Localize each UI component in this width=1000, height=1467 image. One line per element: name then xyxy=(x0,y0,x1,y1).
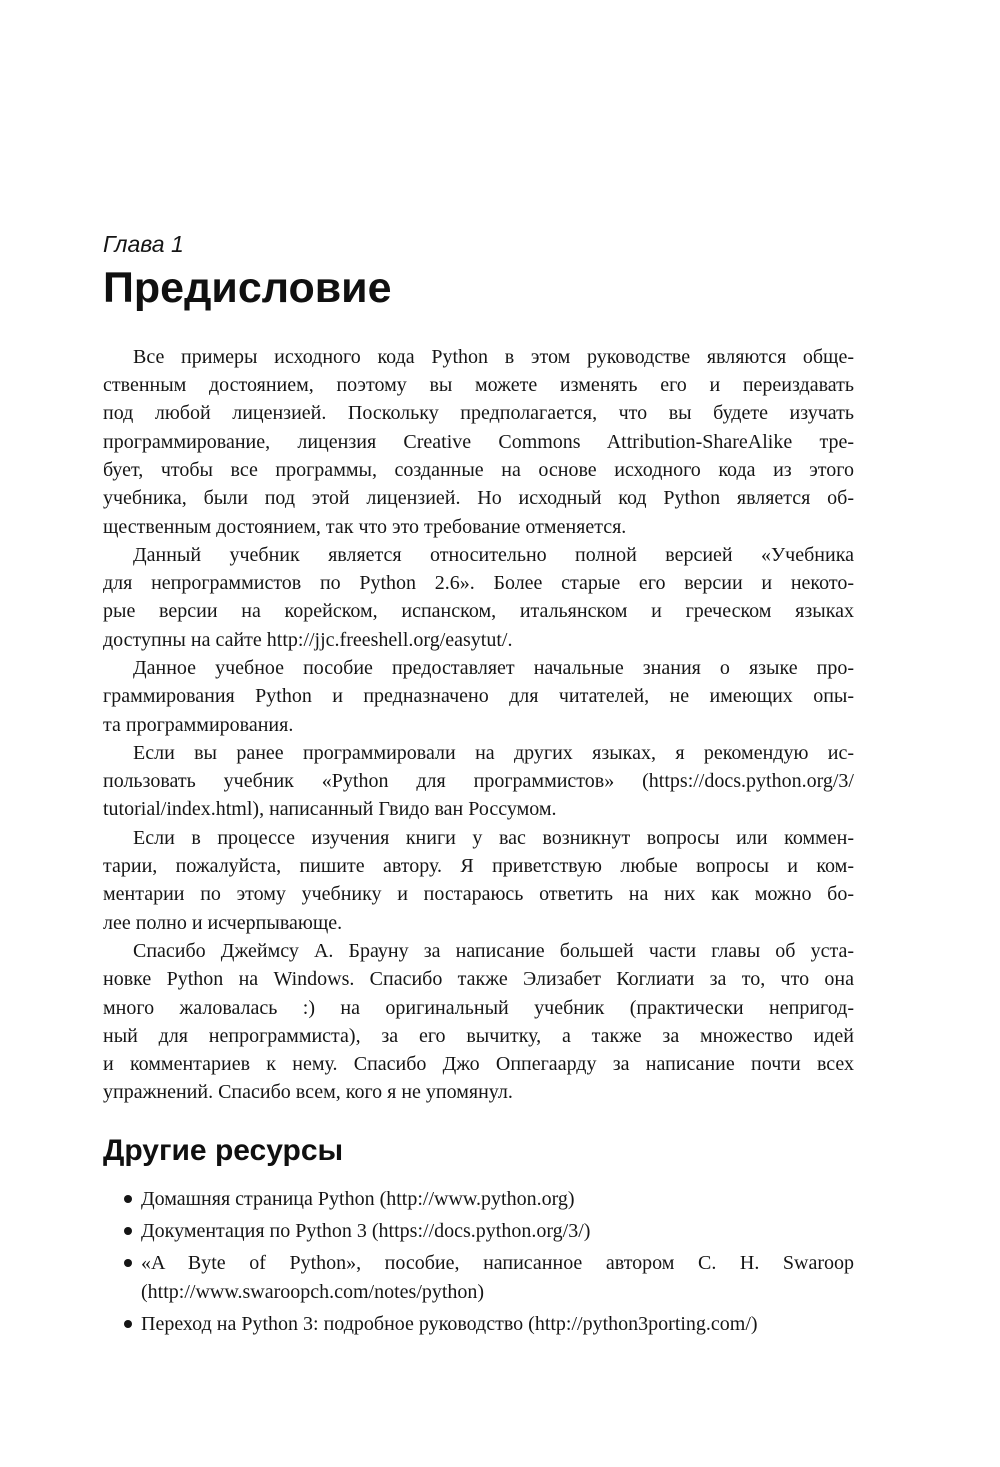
list-item xyxy=(141,1249,854,1306)
text-line: программирование, лицензия Creative Commons Attribution-ShareAlike тре- xyxy=(103,430,854,453)
text-line: бует, чтобы все программы, созданные на основе исходного кода из этого xyxy=(103,458,854,481)
bullet-icon xyxy=(124,1195,132,1203)
paragraph xyxy=(103,343,854,541)
paragraph xyxy=(103,541,854,654)
text-line: много жаловалась :) на оригинальный учебник (практически непригод- xyxy=(103,996,854,1019)
text-line: (http://www.swaroopch.com/notes/python) xyxy=(141,1280,485,1303)
list-item xyxy=(141,1185,854,1213)
text-line: ный для непрограммиста), за его вычитку, а также за множество идей xyxy=(103,1024,854,1047)
list-item xyxy=(141,1217,854,1245)
text-line: та программирования. xyxy=(103,713,294,736)
text-line: Все примеры исходного кода Python в этом руководстве являются обще- xyxy=(133,345,854,368)
paragraph xyxy=(103,654,854,739)
text-line: и комментариев к нему. Спасибо Джо Оппегаарду за написание почти всех xyxy=(103,1053,854,1076)
text-line: упражнений. Спасибо всем, кого я не упомянул. xyxy=(103,1081,513,1104)
text-line: «A Byte of Python», пособие, написанное автором C. H. Swaroop xyxy=(141,1252,854,1275)
bullet-icon xyxy=(124,1320,132,1328)
text-line: под любой лицензией. Поскольку предполагается, что вы будете изучать xyxy=(103,402,854,425)
text-line: Если в процессе изучения книги у вас возникнут вопросы или коммен- xyxy=(133,826,854,849)
paragraph xyxy=(103,937,854,1107)
text-line: новке Python на Windows. Спасибо также Элизабет Коглиати за то, что она xyxy=(103,968,854,991)
text-line: учебника, были под этой лицензией. Но исходный код Python является об- xyxy=(103,487,854,510)
text-line: рые версии на корейском, испанском, итальянском и греческом языках xyxy=(103,600,854,623)
resource-list xyxy=(103,1185,854,1338)
text-line: ственным достоянием, поэтому вы можете изменять его и переиздавать xyxy=(103,374,854,397)
text-line: доступны на сайте http://jjc.freeshell.org/easytut/. xyxy=(103,628,513,651)
text-line: Домашняя страница Python (http://www.python.org) xyxy=(141,1187,575,1210)
text-line: ментарии по этому учебнику и постараюсь ответить на них как можно бо- xyxy=(103,883,854,906)
text-line: пользовать учебник «Python для программистов» (https://docs.python.org/3/ xyxy=(103,770,854,793)
page-title: Предисловие xyxy=(103,264,392,313)
list-item xyxy=(141,1310,854,1338)
text-line: лее полно и исчерпывающе. xyxy=(103,911,343,934)
text-line: тарии, пожалуйста, пишите автору. Я приветствую любые вопросы и ком- xyxy=(103,855,854,878)
text-line: Данное учебное пособие предоставляет начальные знания о языке про- xyxy=(133,657,854,679)
text-line: для непрограммистов по Python 2.6». Более старые его версии и некото- xyxy=(103,572,854,595)
text-line: щественным достоянием, так что это требование отменяется. xyxy=(103,515,627,538)
text-line: Документация по Python 3 (https://docs.python.org/3/) xyxy=(141,1220,591,1243)
section-heading-other-resources: Другие ресурсы xyxy=(103,1133,344,1167)
bullet-icon xyxy=(124,1259,132,1267)
paragraph xyxy=(103,824,854,937)
paragraph xyxy=(103,739,854,824)
text-line: граммирования Python и предназначено для читателей, не имеющих опы- xyxy=(103,685,854,708)
text-line: Спасибо Джеймсу А. Брауну за написание большей части главы об уста- xyxy=(133,939,854,962)
text-line: Данный учебник является относительно полной версией «Учебника xyxy=(133,543,854,566)
bullet-icon xyxy=(124,1227,132,1235)
text-line: Переход на Python 3: подробное руководство (http://python3porting.com/) xyxy=(141,1312,758,1335)
chapter-label: Глава 1 xyxy=(103,231,184,257)
text-line: Если вы ранее программировали на других языках, я рекомендую ис- xyxy=(133,741,854,764)
text-line: tutorial/index.html), написанный Гвидо ван Россумом. xyxy=(103,798,557,821)
body-paragraphs xyxy=(103,343,854,1107)
